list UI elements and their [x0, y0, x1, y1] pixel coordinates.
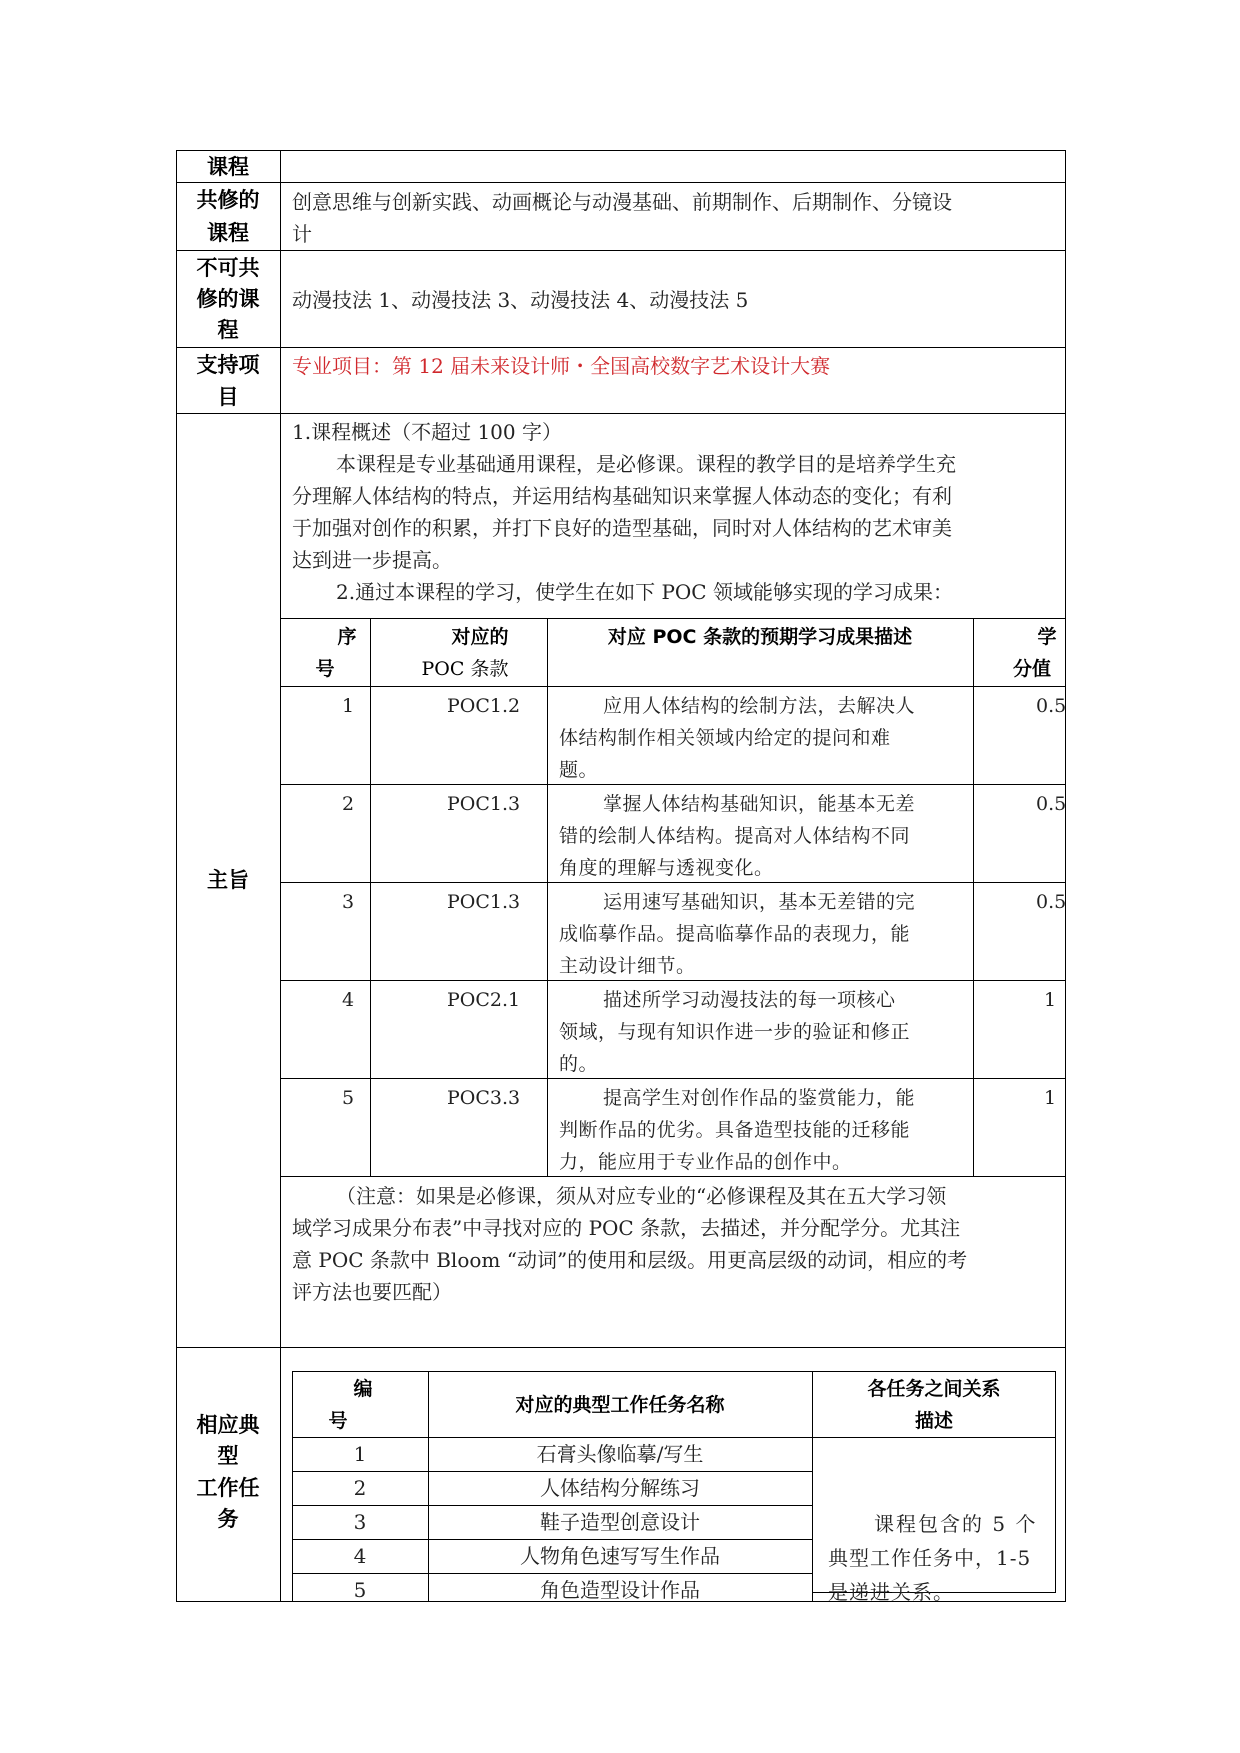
- poc-header-no-2: 号: [315, 658, 335, 680]
- task-row-4-name: 人物角色速写写生作品: [520, 1544, 720, 1568]
- intro-heading: 1.课程概述（不超过 100 字）: [292, 420, 562, 444]
- poc-row-3-desc-3: 主动设计细节。: [559, 955, 696, 977]
- row-divider: [176, 1347, 1066, 1348]
- task-relation-line-3: 是递进关系。: [828, 1580, 954, 1604]
- poc-row-2-credit: 0.5: [1036, 793, 1067, 815]
- poc-header-description: 对应 POC 条款的预期学习成果描述: [607, 626, 913, 648]
- label-typical-tasks-2: 型: [217, 1444, 239, 1468]
- poc-row-5-credit: 1: [1044, 1087, 1057, 1109]
- poc-table-header-bottom: [281, 686, 1066, 687]
- task-header-relation-2: 描述: [914, 1410, 953, 1432]
- task-table-row-divider: [292, 1505, 812, 1506]
- support-project-value: 专业项目：第 12 届未来设计师・全国高校数字艺术设计大赛: [292, 354, 831, 378]
- poc-row-1-poc: POC1.2: [447, 695, 521, 717]
- label-nonshared-courses-3: 程: [217, 318, 239, 342]
- poc-row-4-credit: 1: [1044, 989, 1057, 1011]
- poc-row-4-desc-3: 的。: [559, 1053, 599, 1075]
- task-row-1-no: 1: [353, 1442, 367, 1466]
- outcomes-intro: 2.通过本课程的学习，使学生在如下 POC 领域能够实现的学习成果：: [336, 580, 953, 604]
- label-support-project-2: 目: [217, 385, 239, 409]
- shared-courses-line-2: 计: [292, 222, 312, 246]
- poc-row-5-poc: POC3.3: [447, 1087, 521, 1109]
- label-purpose: 主旨: [207, 868, 249, 892]
- poc-row-2-desc-3: 角度的理解与透视变化。: [559, 857, 774, 879]
- task-row-4-no: 4: [353, 1544, 367, 1568]
- label-typical-tasks-1: 相应典: [196, 1413, 260, 1437]
- poc-table-col-divider: [973, 618, 974, 1176]
- poc-header-credit-1: 学: [1037, 626, 1057, 648]
- poc-row-3-desc-1: 运用速写基础知识，基本无差错的完: [603, 891, 916, 913]
- poc-row-3-poc: POC1.3: [447, 891, 521, 913]
- task-table-top: [292, 1371, 1056, 1372]
- task-header-no-2: 号: [328, 1410, 348, 1432]
- task-header-name: 对应的典型工作任务名称: [515, 1394, 725, 1416]
- label-course: 课程: [207, 155, 249, 179]
- intro-paragraph-line-2: 分理解人体结构的特点，并运用结构基础知识来掌握人体动态的变化；有利: [292, 484, 952, 508]
- poc-table-top: [281, 618, 1066, 619]
- note-line-4: 评方法也要匹配）: [292, 1280, 452, 1304]
- label-shared-courses-1: 共修的: [196, 188, 260, 212]
- poc-row-4-desc-2: 领域，与现有知识作进一步的验证和修正: [559, 1021, 911, 1043]
- poc-row-4-poc: POC2.1: [447, 989, 521, 1011]
- poc-row-3-credit: 0.5: [1036, 891, 1067, 913]
- poc-row-2-desc-1: 掌握人体结构基础知识，能基本无差: [603, 793, 916, 815]
- note-line-3: 意 POC 条款中 Bloom “动词”的使用和层级。用更高层级的动词，相应的考: [292, 1248, 968, 1272]
- intro-paragraph-line-1: 本课程是专业基础通用课程，是必修课。课程的教学目的是培养学生充: [336, 452, 956, 476]
- task-table-left: [292, 1371, 293, 1602]
- task-relation-line-1: 课程包含的 5 个: [874, 1512, 1038, 1536]
- label-support-project-1: 支持项: [196, 353, 260, 377]
- poc-table-col-divider: [547, 618, 548, 1176]
- row-divider: [176, 250, 1066, 251]
- poc-header-poc-1: 对应的: [451, 626, 509, 648]
- row-divider: [176, 347, 1066, 348]
- note-line-2: 域学习成果分布表”中寻找对应的 POC 条款，去描述，并分配学分。尤其注: [292, 1216, 961, 1240]
- shared-courses-line-1: 创意思维与创新实践、动画概论与动漫基础、前期制作、后期制作、分镜设: [292, 190, 952, 214]
- task-header-no-1: 编: [353, 1378, 373, 1400]
- poc-row-2-desc-2: 错的绘制人体结构。提高对人体结构不同: [559, 825, 911, 847]
- poc-header-poc-2: POC 条款: [421, 658, 509, 680]
- poc-row-1-no: 1: [342, 695, 355, 717]
- row-divider: [176, 182, 1066, 183]
- task-row-5-no: 5: [353, 1578, 367, 1602]
- poc-row-1-desc-2: 体结构制作相关领域内给定的提问和难: [559, 727, 891, 749]
- task-relation-line-2: 典型工作任务中，1-5: [828, 1546, 1032, 1570]
- label-nonshared-courses-2: 修的课: [196, 287, 260, 311]
- poc-row-2-no: 2: [342, 793, 355, 815]
- nonshared-courses-value: 动漫技法 1、动漫技法 3、动漫技法 4、动漫技法 5: [292, 288, 749, 312]
- label-typical-tasks-4: 务: [217, 1507, 239, 1531]
- poc-row-1-desc-3: 题。: [559, 759, 599, 781]
- poc-row-3-no: 3: [342, 891, 355, 913]
- poc-row-5-desc-1: 提高学生对创作作品的鉴赏能力，能: [603, 1087, 916, 1109]
- label-nonshared-courses-1: 不可共: [196, 256, 260, 280]
- poc-row-4-desc-1: 描述所学习动漫技法的每一项核心: [603, 989, 896, 1011]
- task-row-2-name: 人体结构分解练习: [540, 1476, 700, 1500]
- task-table-row-divider: [292, 1471, 812, 1472]
- intro-paragraph-line-3: 于加强对创作的积累，并打下良好的造型基础，同时对人体结构的艺术审美: [292, 516, 952, 540]
- task-row-3-name: 鞋子造型创意设计: [540, 1510, 700, 1534]
- poc-row-1-desc-1: 应用人体结构的绘制方法，去解决人: [603, 695, 916, 717]
- task-row-5-name: 角色造型设计作品: [540, 1578, 700, 1602]
- task-table-header-bottom: [292, 1437, 1056, 1438]
- poc-row-5-no: 5: [342, 1087, 355, 1109]
- task-table-col-divider: [812, 1371, 813, 1602]
- poc-header-no-1: 序: [337, 626, 357, 648]
- poc-row-3-desc-2: 成临摹作品。提高临摹作品的表现力，能: [559, 923, 911, 945]
- task-header-relation-1: 各任务之间关系: [867, 1378, 1001, 1400]
- task-table-col-divider: [428, 1371, 429, 1602]
- poc-row-2-poc: POC1.3: [447, 793, 521, 815]
- label-column-divider: [280, 150, 281, 1602]
- task-row-2-no: 2: [353, 1476, 367, 1500]
- task-table-row-divider: [292, 1573, 812, 1574]
- label-typical-tasks-3: 工作任: [196, 1476, 260, 1500]
- poc-table-col-divider: [370, 618, 371, 1176]
- task-row-3-no: 3: [353, 1510, 367, 1534]
- poc-row-4-no: 4: [342, 989, 355, 1011]
- task-row-1-name: 石膏头像临摹/写生: [536, 1442, 704, 1466]
- label-shared-courses-2: 课程: [207, 221, 249, 245]
- task-table-right: [1055, 1371, 1056, 1592]
- note-line-1: （注意：如果是必修课，须从对应专业的“必修课程及其在五大学习领: [336, 1184, 947, 1208]
- intro-paragraph-line-4: 达到进一步提高。: [292, 548, 452, 572]
- poc-header-credit-2: 分值: [1012, 658, 1051, 680]
- poc-row-5-desc-2: 判断作品的优劣。具备造型技能的迁移能: [559, 1119, 911, 1141]
- poc-row-1-credit: 0.5: [1036, 695, 1067, 717]
- poc-row-5-desc-3: 力，能应用于专业作品的创作中。: [559, 1151, 852, 1173]
- task-table-row-divider: [292, 1539, 812, 1540]
- row-divider: [176, 413, 1066, 414]
